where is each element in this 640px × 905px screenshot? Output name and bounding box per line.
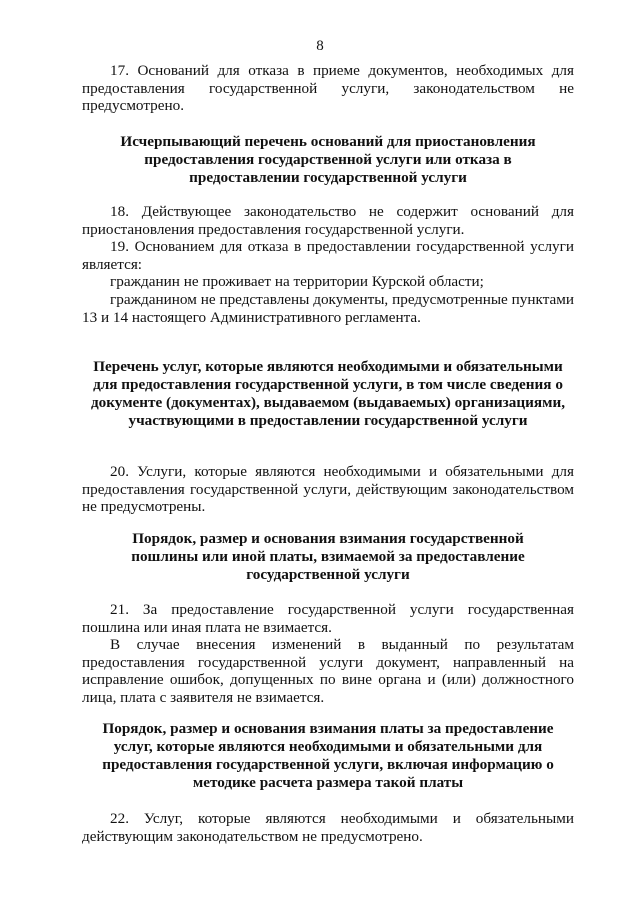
heading-state-fee: Порядок, размер и основания взимания государственной пошлины или иной платы, взимаемой за предоставление государственной услуги	[131, 530, 525, 583]
paragraph-18: 18. Действующее законодательство не содержит оснований для приостановления предоставления государственной услуги.	[82, 203, 574, 238]
paragraph-19: 19. Основанием для отказа в предоставлении государственной услуги является:	[82, 238, 574, 273]
heading-service-fees: Порядок, размер и основания взимания платы за предоставление услуг, которые являются необходимыми и обязательными для предоставления государственной услуги, включая информацию о методике расчета размера такой платы	[102, 720, 554, 791]
paragraph-21-amendment: В случае внесения изменений в выданный по результатам предоставления государственной услуги документ, направленный на исправление ошибок, допущенных по вине органа и (или) должностного лица, плата с заявителя не взимается.	[82, 636, 574, 706]
heading-required-services: Перечень услуг, которые являются необходимыми и обязательными для предоставления государственной услуги, в том числе сведения о документе (документах), выдаваемом (выдаваемых) организациями, участвующими в предоставлении государственной услуги	[90, 358, 565, 429]
page-number: 8	[316, 38, 324, 54]
paragraph-19-item-b: гражданином не представлены документы, предусмотренные пунктами 13 и 14 настоящего Административного регламента.	[82, 291, 574, 326]
paragraph-22: 22. Услуг, которые являются необходимыми и обязательными действующим законодательством не предусмотрено.	[82, 810, 574, 845]
paragraph-21: 21. За предоставление государственной услуги государственная пошлина или иная плата не взимается.	[82, 601, 574, 636]
heading-suspension-grounds: Исчерпывающий перечень оснований для приостановления предоставления государственной услуги или отказа в предоставлении государственной услуги	[120, 133, 536, 186]
paragraph-19-item-a: гражданин не проживает на территории Курской области;	[110, 273, 484, 290]
paragraph-20: 20. Услуги, которые являются необходимыми и обязательными для предоставления государственной услуги, действующим законодательством не предусмотрены.	[82, 463, 574, 515]
paragraph-17: 17. Оснований для отказа в приеме документов, необходимых для предоставления государственной услуги, законодательством не предусмотрено.	[82, 62, 574, 114]
